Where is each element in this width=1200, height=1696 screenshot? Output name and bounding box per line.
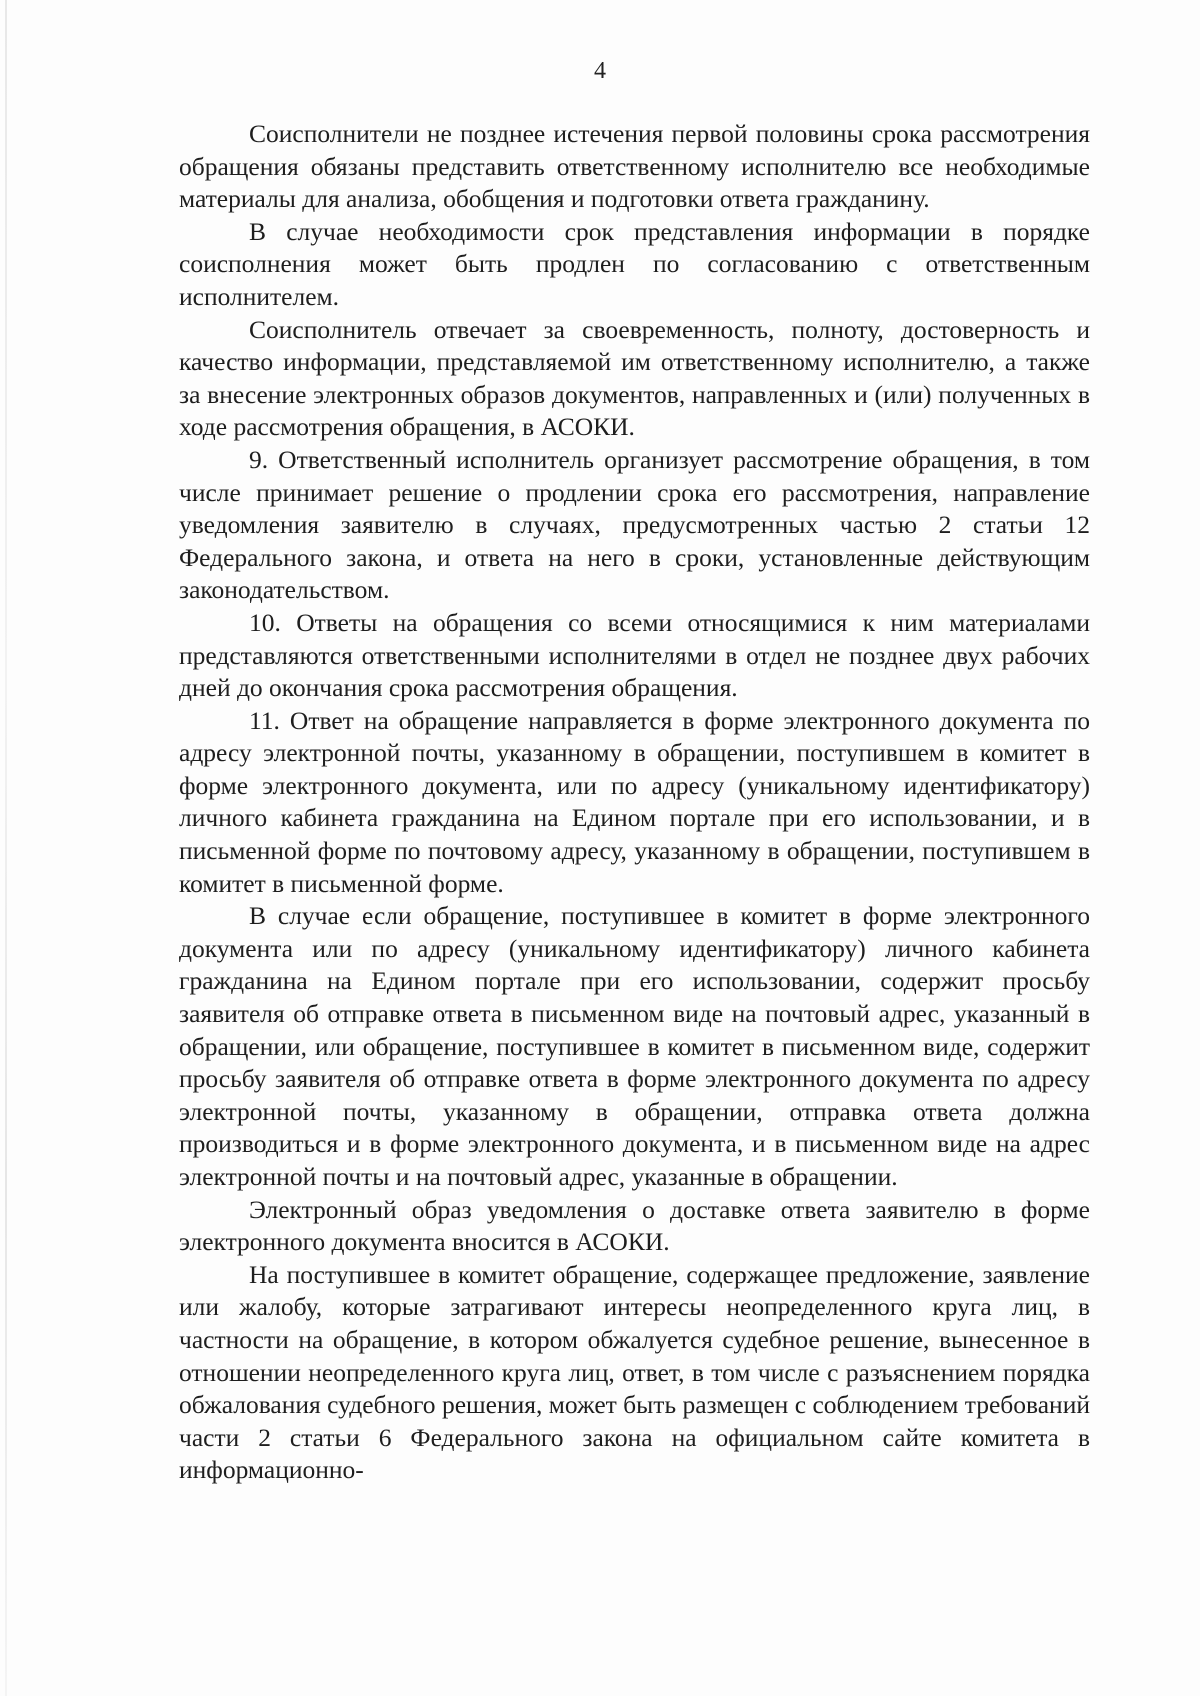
scan-edge <box>5 0 7 1696</box>
paragraph-delivery-notice: Электронный образ уведомления о доставке ответа заявителю в форме электронного документа вносится в АСОКИ. <box>179 1194 1090 1257</box>
paragraph-coexecutor-responsibility: Соисполнитель отвечает за своевременность, полноту, достоверность и качество информации, представляемой им ответственному исполнителю, а также за внесение электронных образов документов, направленных и (или) полученных в ходе рассмотрения обращения, в АСОКИ. <box>179 314 1090 442</box>
paragraph-coexecutors-deadline: Соисполнители не позднее истечения первой половины срока рассмотрения обращения обязаны представить ответственному исполнителю все необходимые материалы для анализа, обобщения и подготовки ответа гражданину. <box>179 119 1090 214</box>
page-number: 4 <box>594 58 606 84</box>
paragraph-public-interest: На поступившее в комитет обращение, содержащее предложение, заявление или жалобу, которые затрагивают интересы неопределенного круга лиц, в частности на обращение, в котором обжалуется судебное решение, вынесенное в отношении неопределенного круга лиц, ответ, в том числе с разъяснением порядка обжалования судебного решения, может быть размещен с соблюдением требований части 2 статьи 6 Федерального закона на официальном сайте комитета в информационно- <box>179 1259 1090 1485</box>
paragraph-item-11: 11. Ответ на обращение направляется в форме электронного документа по адресу электронной почты, указанному в обращении, поступившем в комитет в форме электронного документа, или по адресу (уникальному идентификатору) личного кабинета гражданина на Едином портале при его использовании, и в письменной форме по почтовому адресу, указанному в обращении, поступившем в комитет в письменной форме. <box>179 705 1090 898</box>
paragraph-extension: В случае необходимости срок представления информации в порядке соисполнения может быть продлен по согласованию с ответственным исполнителем. <box>179 216 1090 311</box>
paragraph-item-9: 9. Ответственный исполнитель организует рассмотрение обращения, в том числе принимает решение о продлении срока его рассмотрения, направление уведомления заявителю в случаях, предусмотренных частью 2 статьи 12 Федерального закона, и ответа на него в сроки, установленные действующим законодательством. <box>179 444 1090 605</box>
paragraph-item-10: 10. Ответы на обращения со всеми относящимися к ним материалами представляются ответственными исполнителями в отдел не позднее двух рабочих дней до окончания срока рассмотрения обращения. <box>179 607 1090 703</box>
paragraph-dual-delivery: В случае если обращение, поступившее в комитет в форме электронного документа или по адресу (уникальному идентификатору) личного кабинета гражданина на Едином портале при его использовании, содержит просьбу заявителя об отправке ответа в письменном виде на почтовый адрес, указанный в обращении, или обращение, поступившее в комитет в письменном виде, содержит просьбу заявителя об отправке ответа в форме электронного документа по адресу электронной почты, указанному в обращении, отправка ответа должна производиться и в форме электронного документа, и в письменном виде на адрес электронной почты и на почтовый адрес, указанные в обращении. <box>179 901 1090 1191</box>
document-body <box>179 118 1090 1487</box>
